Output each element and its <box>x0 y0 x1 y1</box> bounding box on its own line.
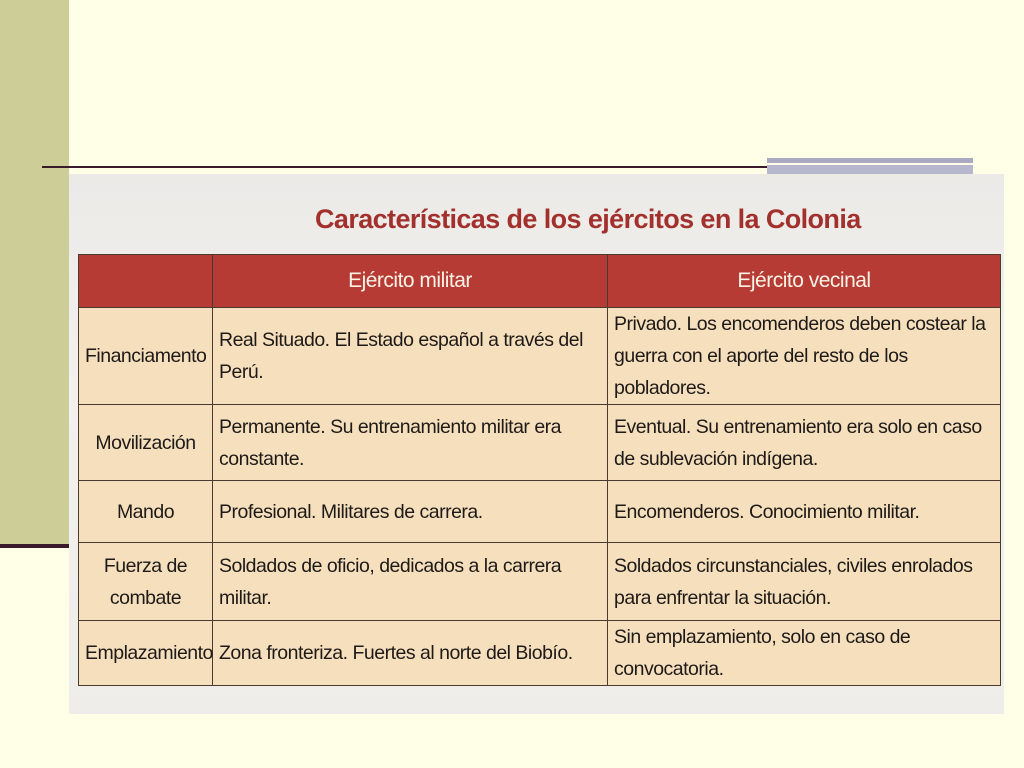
row-label: Emplazamiento <box>79 621 213 686</box>
characteristics-table <box>78 254 1001 686</box>
cell-vecinal: Soldados circunstanciales, civiles enrolados para enfrentar la situación. <box>608 543 1001 621</box>
scanned-table-image <box>69 174 1004 714</box>
row-label: Movilización <box>79 405 213 481</box>
top-divider <box>42 166 782 168</box>
row-label: Fuerza de combate <box>79 543 213 621</box>
table-title: Características de los ejércitos en la Colonia <box>315 204 861 234</box>
cell-vecinal: Sin emplazamiento, solo en caso de convocatoria. <box>608 621 1001 686</box>
cell-vecinal: Encomenderos. Conocimiento militar. <box>608 481 1001 543</box>
table-row <box>79 621 1001 686</box>
cell-vecinal: Privado. Los encomenderos deben costear la guerra con el aporte del resto de los pobladores. <box>608 308 1001 405</box>
cell-militar: Real Situado. El Estado español a través del Perú. <box>213 308 608 405</box>
side-bar <box>0 0 69 545</box>
row-label: Financiamento <box>79 308 213 405</box>
cell-militar: Zona fronteriza. Fuertes al norte del Biobío. <box>213 621 608 686</box>
row-label: Mando <box>79 481 213 543</box>
header-ejercito-vecinal: Ejército vecinal <box>608 255 1001 308</box>
cell-militar: Profesional. Militares de carrera. <box>213 481 608 543</box>
table-row <box>79 543 1001 621</box>
table-row <box>79 405 1001 481</box>
table-row <box>79 308 1001 405</box>
header-empty <box>79 255 213 308</box>
table-header-row <box>79 255 1001 308</box>
cell-militar: Permanente. Su entrenamiento militar era constante. <box>213 405 608 481</box>
table-row <box>79 481 1001 543</box>
cell-vecinal: Eventual. Su entrenamiento era solo en caso de sublevación indígena. <box>608 405 1001 481</box>
accent-block <box>767 158 973 174</box>
left-divider <box>0 544 69 548</box>
header-ejercito-militar: Ejército militar <box>213 255 608 308</box>
cell-militar: Soldados de oficio, dedicados a la carrera militar. <box>213 543 608 621</box>
